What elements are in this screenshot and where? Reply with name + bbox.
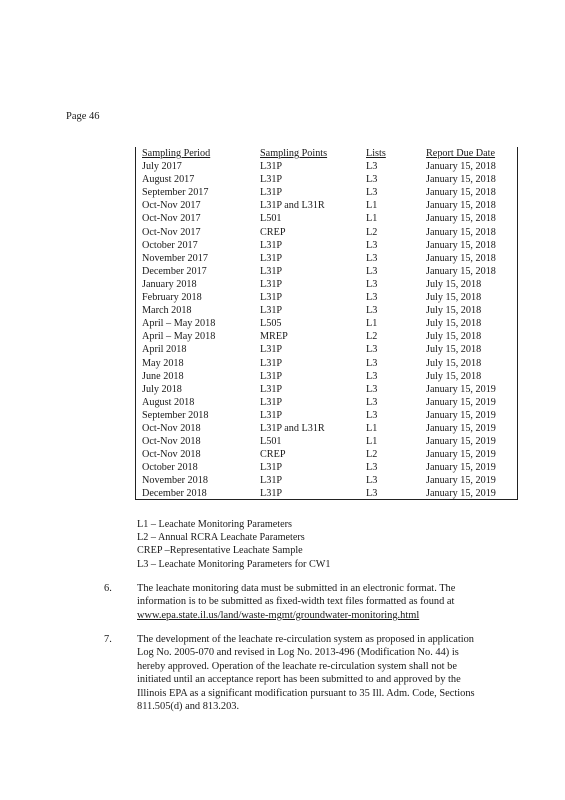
report-due-date-cell: January 15, 2018 [426, 213, 496, 225]
report-due-date-cell: January 15, 2019 [426, 475, 496, 487]
sampling-period-cell: August 2018 [142, 396, 195, 408]
report-due-date-cell: January 15, 2019 [426, 462, 496, 474]
lists-cell: L3 [366, 174, 378, 186]
column-header-lists: Lists [366, 148, 386, 159]
sampling-period-cell: Oct-Nov 2017 [142, 200, 201, 212]
sampling-period-cell: October 2018 [142, 462, 198, 474]
monitoring-url-link[interactable]: www.epa.state.il.us/land/waste-mgmt/groundwater-monitoring.html [137, 609, 420, 621]
lists-cell: L3 [366, 278, 378, 290]
legend-item: L1 – Leachate Monitoring Parameters [137, 519, 293, 530]
table-row [136, 422, 516, 435]
sampling-points-cell: L31P [260, 475, 283, 487]
lists-cell: L3 [366, 239, 378, 251]
sampling-period-cell: December 2017 [142, 265, 207, 277]
report-due-date-cell: July 15, 2018 [426, 344, 482, 356]
lists-cell: L1 [366, 422, 378, 434]
lists-cell: L3 [366, 370, 378, 382]
item-text: The development of the leachate re-circulation system as proposed in application Log No. 2005-070 and revised in Log No. 2013-496 (Modification No. 44) is hereby approved. Operation of the leachate re-circulation system shall not be initiated until an acceptance report has been submitted to and approved by the Illinois EPA as a significant modification pursuant to 35 Ill. Adm. Code, Sections 811.505(d) and 813.203. [137, 634, 475, 713]
report-due-date-cell: January 15, 2018 [426, 265, 496, 277]
sampling-points-cell: L31P [260, 292, 283, 304]
table-row [136, 317, 516, 330]
lists-cell: L3 [366, 344, 378, 356]
report-due-date-cell: July 15, 2018 [426, 318, 482, 330]
lists-cell: L3 [366, 396, 378, 408]
report-due-date-cell: January 15, 2019 [426, 422, 496, 434]
report-due-date-cell: January 15, 2019 [426, 488, 496, 500]
sampling-period-cell: April 2018 [142, 344, 187, 356]
report-due-date-cell: January 15, 2018 [426, 239, 496, 251]
report-due-date-cell: July 15, 2018 [426, 278, 482, 290]
table-row [136, 435, 516, 448]
table-row [136, 278, 516, 291]
sampling-points-cell: L31P [260, 396, 283, 408]
sampling-period-cell: Oct-Nov 2018 [142, 436, 201, 448]
table-row [136, 199, 516, 212]
legend-item: L2 – Annual RCRA Leachate Parameters [137, 532, 305, 544]
lists-cell: L1 [366, 213, 378, 225]
table-row [136, 448, 516, 461]
lists-cell: L1 [366, 200, 378, 212]
sampling-points-cell: L31P [260, 370, 283, 382]
sampling-period-cell: September 2017 [142, 187, 209, 199]
sampling-period-cell: January 2018 [142, 278, 197, 290]
sampling-points-cell: L31P [260, 462, 283, 474]
table-row [136, 370, 516, 383]
sampling-points-cell: L31P [260, 252, 283, 264]
lists-cell: L3 [366, 462, 378, 474]
lists-cell: L1 [366, 436, 378, 448]
sampling-points-cell: L501 [260, 436, 282, 448]
sampling-period-cell: March 2018 [142, 305, 192, 317]
sampling-points-cell: L31P [260, 278, 283, 290]
table-body [136, 160, 516, 500]
table-row [136, 383, 516, 396]
report-due-date-cell: July 15, 2018 [426, 292, 482, 304]
sampling-period-cell: Oct-Nov 2017 [142, 226, 201, 238]
lists-cell: L3 [366, 292, 378, 304]
table-row [136, 396, 516, 409]
sampling-schedule-table [135, 147, 518, 500]
report-due-date-cell: January 15, 2019 [426, 383, 496, 395]
item-6-body: The leachate monitoring data must be submitted in an electronic format. The information is to be submitted as fixed-width text files formatted as found at [137, 583, 456, 608]
sampling-period-cell: Oct-Nov 2018 [142, 449, 201, 461]
item-number: 7. [104, 634, 112, 645]
sampling-points-cell: L31P and L31R [260, 422, 325, 434]
sampling-period-cell: November 2018 [142, 475, 208, 487]
sampling-period-cell: May 2018 [142, 357, 184, 369]
report-due-date-cell: January 15, 2018 [426, 174, 496, 186]
report-due-date-cell: January 15, 2018 [426, 187, 496, 199]
table-row [136, 409, 516, 422]
sampling-period-cell: December 2018 [142, 488, 207, 500]
sampling-points-cell: L31P [260, 161, 283, 173]
table-row [136, 173, 516, 186]
table-row [136, 487, 516, 500]
legend-item: L3 – Leachate Monitoring Parameters for CW1 [137, 558, 331, 570]
lists-cell: L3 [366, 475, 378, 487]
lists-cell: L3 [366, 305, 378, 317]
sampling-points-cell: L31P and L31R [260, 200, 325, 212]
table-row [136, 291, 516, 304]
lists-cell: L3 [366, 357, 378, 369]
table-header-row [136, 147, 516, 160]
table-row [136, 265, 516, 278]
report-due-date-cell: January 15, 2018 [426, 200, 496, 212]
table-row [136, 330, 516, 343]
column-header-sampling-points: Sampling Points [260, 148, 328, 159]
sampling-points-cell: L505 [260, 318, 282, 330]
sampling-period-cell: July 2017 [142, 161, 182, 173]
report-due-date-cell: January 15, 2018 [426, 161, 496, 173]
item-number: 6. [104, 583, 112, 594]
sampling-points-cell: L31P [260, 187, 283, 199]
sampling-period-cell: Oct-Nov 2018 [142, 422, 201, 434]
sampling-points-cell: MREP [260, 331, 288, 343]
table-row [136, 357, 516, 370]
lists-cell: L2 [366, 449, 378, 461]
table-row [136, 239, 516, 252]
sampling-period-cell: November 2017 [142, 252, 208, 264]
table-row [136, 304, 516, 317]
table-row [136, 474, 516, 487]
item-text [137, 582, 487, 622]
sampling-points-cell: L31P [260, 488, 283, 500]
lists-cell: L3 [366, 265, 378, 277]
sampling-points-cell: L31P [260, 305, 283, 317]
sampling-period-cell: September 2018 [142, 409, 209, 421]
lists-cell: L3 [366, 409, 378, 421]
table-row [136, 226, 516, 239]
sampling-period-cell: April – May 2018 [142, 318, 216, 330]
lists-cell: L2 [366, 226, 378, 238]
report-due-date-cell: January 15, 2019 [426, 449, 496, 461]
sampling-points-cell: L31P [260, 383, 283, 395]
lists-cell: L1 [366, 318, 378, 330]
report-due-date-cell: July 15, 2018 [426, 331, 482, 343]
page-number: Page 46 [66, 111, 100, 122]
sampling-points-cell: CREP [260, 226, 286, 238]
sampling-period-cell: Oct-Nov 2017 [142, 213, 201, 225]
report-due-date-cell: January 15, 2019 [426, 436, 496, 448]
sampling-period-cell: August 2017 [142, 174, 195, 186]
sampling-points-cell: L31P [260, 265, 283, 277]
lists-cell: L3 [366, 252, 378, 264]
lists-cell: L3 [366, 488, 378, 500]
table-row [136, 212, 516, 225]
column-header-report-due-date: Report Due Date [426, 148, 496, 159]
table-row [136, 160, 516, 173]
sampling-points-cell: L31P [260, 239, 283, 251]
lists-cell: L3 [366, 161, 378, 173]
legend-item: CREP –Representative Leachate Sample [137, 545, 303, 557]
sampling-period-cell: July 2018 [142, 383, 182, 395]
report-due-date-cell: January 15, 2019 [426, 396, 496, 408]
report-due-date-cell: July 15, 2018 [426, 357, 482, 369]
table-row [136, 461, 516, 474]
sampling-points-cell: L31P [260, 357, 283, 369]
sampling-points-cell: CREP [260, 449, 286, 461]
lists-cell: L3 [366, 383, 378, 395]
table-row [136, 343, 516, 356]
sampling-period-cell: October 2017 [142, 239, 198, 251]
sampling-period-cell: June 2018 [142, 370, 184, 382]
report-due-date-cell: July 15, 2018 [426, 305, 482, 317]
table-row [136, 252, 516, 265]
sampling-points-cell: L501 [260, 213, 282, 225]
sampling-period-cell: February 2018 [142, 292, 202, 304]
sampling-points-cell: L31P [260, 344, 283, 356]
legend [137, 518, 331, 571]
report-due-date-cell: January 15, 2018 [426, 252, 496, 264]
report-due-date-cell: January 15, 2018 [426, 226, 496, 238]
table-row [136, 186, 516, 199]
report-due-date-cell: January 15, 2019 [426, 409, 496, 421]
column-header-sampling-period: Sampling Period [142, 148, 211, 159]
report-due-date-cell: July 15, 2018 [426, 370, 482, 382]
lists-cell: L2 [366, 331, 378, 343]
sampling-points-cell: L31P [260, 409, 283, 421]
sampling-period-cell: April – May 2018 [142, 331, 216, 343]
lists-cell: L3 [366, 187, 378, 199]
sampling-points-cell: L31P [260, 174, 283, 186]
